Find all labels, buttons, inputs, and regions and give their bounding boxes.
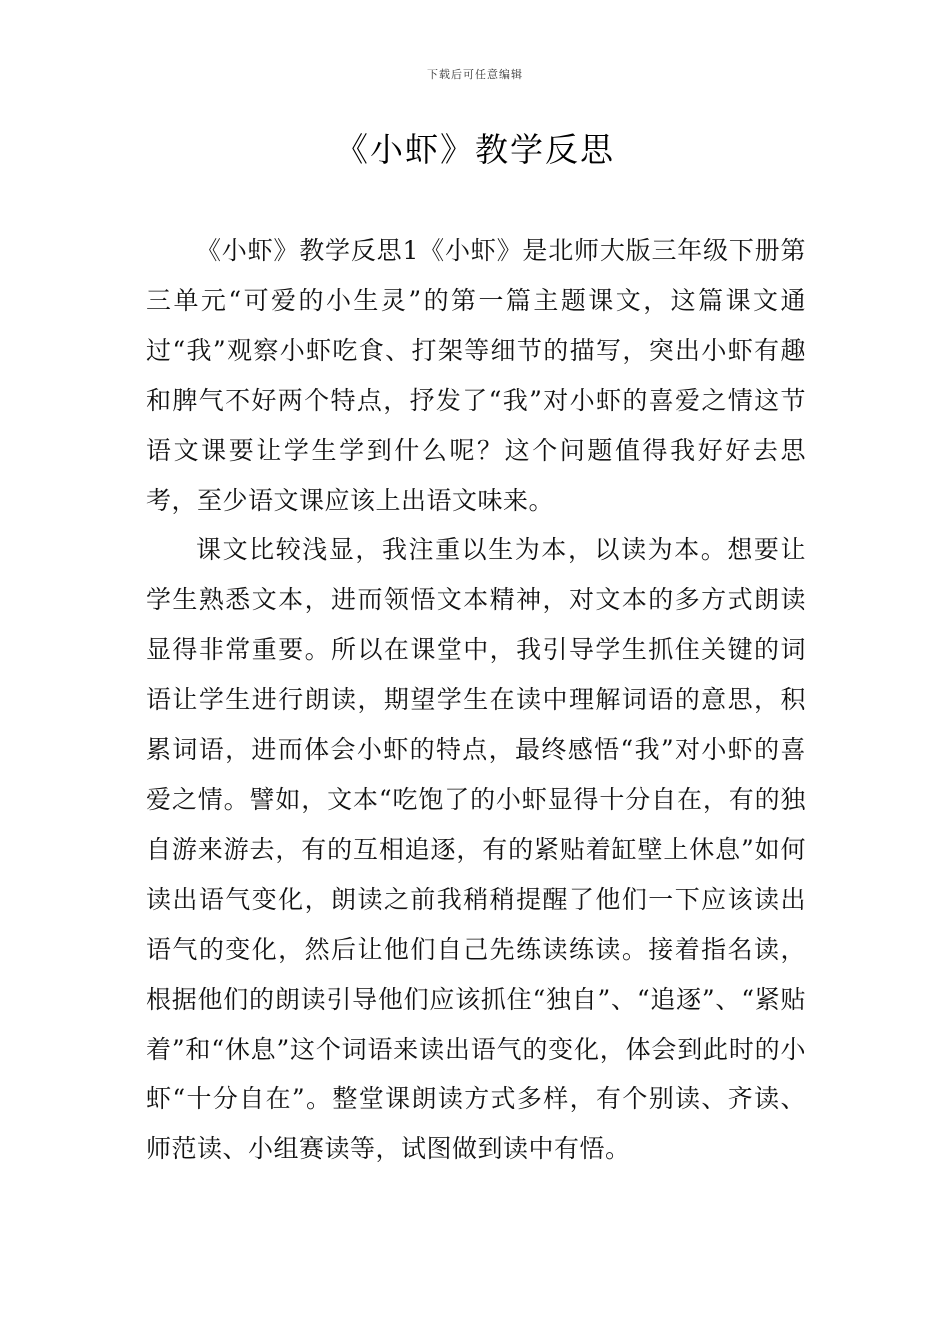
paragraph-2: 课文比较浅显，我注重以生为本，以读为本。想要让学生熟悉文本，进而领悟文本精神，对文本的多方式朗读显得非常重要。所以在课堂中，我引导学生抓住关键的词语让学生进行朗读，期望学生在读中理解词语的意思，积累词语，进而体会小虾的特点，最终感悟“我”对小虾的喜爱之情。譬如，文本“吃饱了的小虾显得十分自在，有的独自游来游去，有的互相追逐，有的紧贴着缸壁上休息”如何读出语气变化，朗读之前我稍稍提醒了他们一下应该读出语气的变化，然后让他们自己先练读练读。接着指名读，根据他们的朗读引导他们应该抓住“独自”、“追逐”、“紧贴着”和“休息”这个词语来读出语气的变化，体会到此时的小虾“十分自在”。整堂课朗读方式多样，有个别读、齐读、师范读、小组赛读等，试图做到读中有悟。 <box>146 535 806 1164</box>
header-note: 下载后可任意编辑 <box>427 68 523 81</box>
document-body <box>146 226 806 1174</box>
paragraph-1: 《小虾》教学反思1《小虾》是北师大版三年级下册第三单元“可爱的小生灵”的第一篇主题课文，这篇课文通过“我”观察小虾吃食、打架等细节的描写，突出小虾有趣和脾气不好两个特点，抒发了“我”对小虾的喜爱之情这节语文课要让学生学到什么呢？这个问题值得我好好去思考，至少语文课应该上出语文味来。 <box>146 236 806 515</box>
document-title: 《小虾》教学反思 <box>335 130 615 169</box>
